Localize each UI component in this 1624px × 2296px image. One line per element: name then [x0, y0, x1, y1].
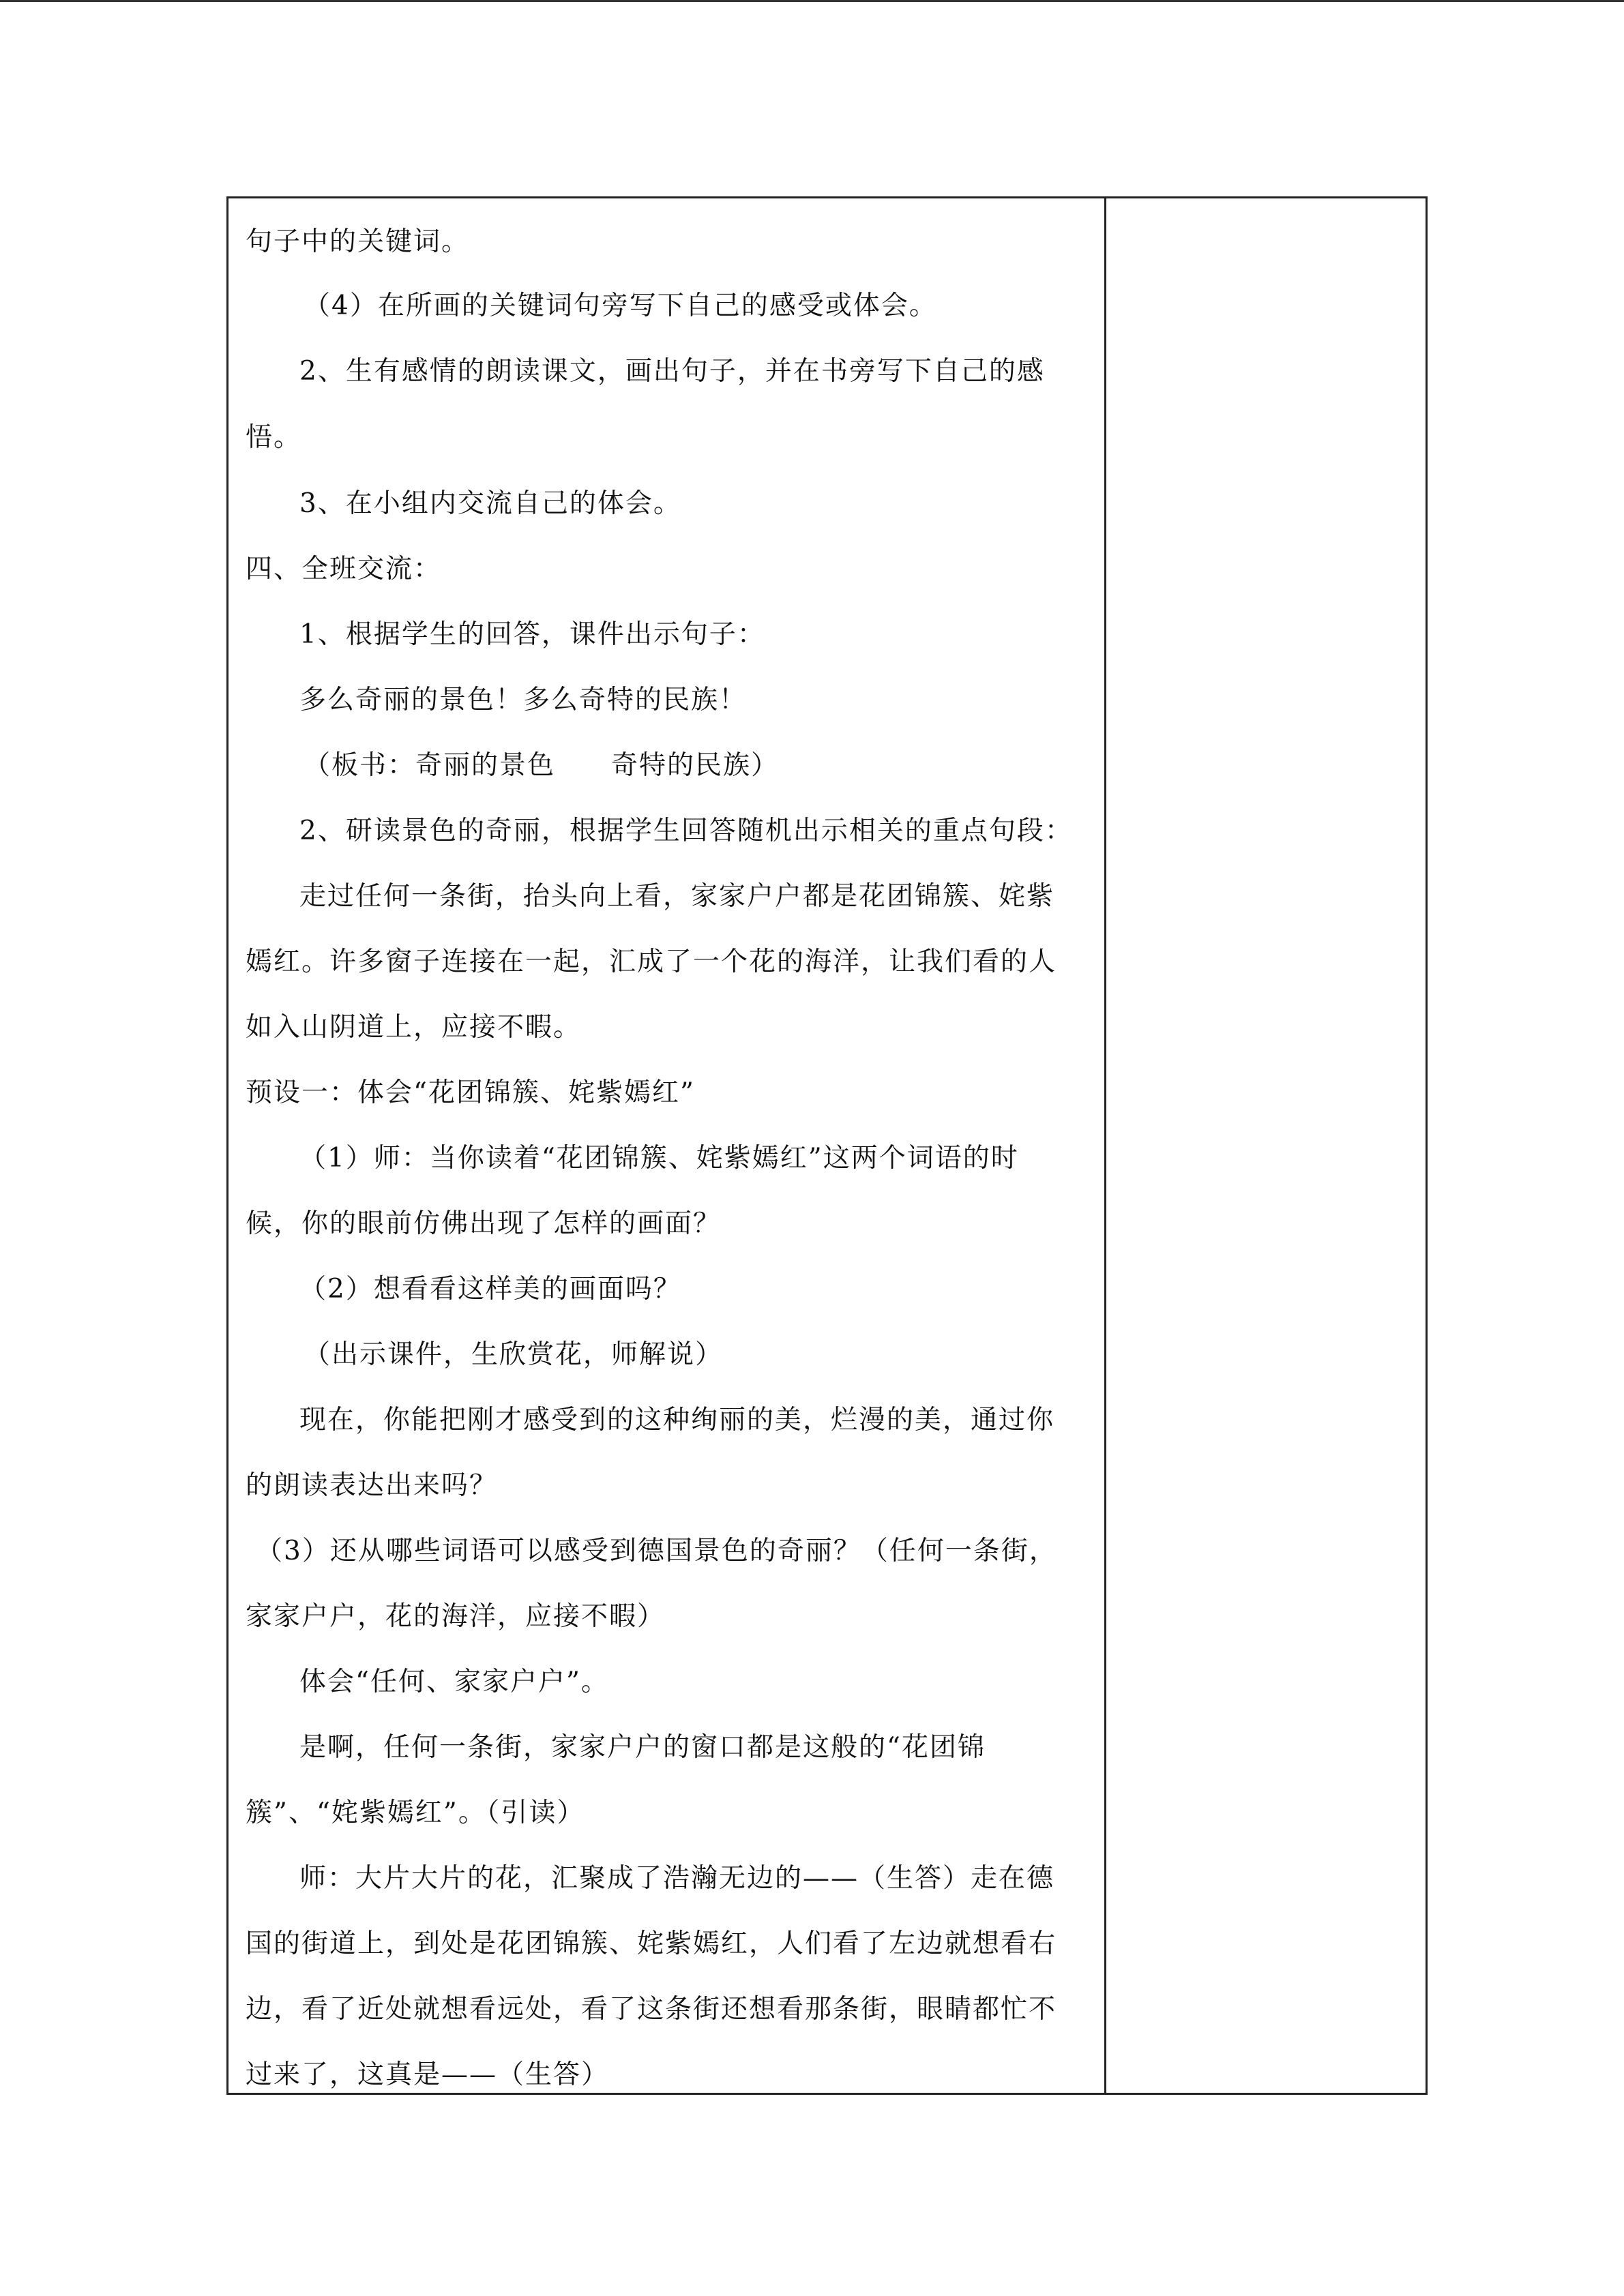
text-line: 国的街道上，到处是花团锦簇、姹紫嫣红，人们看了左边就想看右: [246, 1928, 1057, 1959]
text-line: 是啊，任何一条街，家家户户的窗口都是这般的“花团锦: [299, 1732, 986, 1763]
text-line: 的朗读表达出来吗？: [246, 1470, 498, 1501]
text-line: （2）想看看这样美的画面吗？: [299, 1274, 681, 1304]
text-line: （板书：奇丽的景色 奇特的民族）: [304, 750, 780, 781]
text-line: 预设一：体会“花团锦簇、姹紫嫣红”: [246, 1077, 695, 1108]
text-line: 体会“任何、家家户户”。: [299, 1667, 609, 1697]
page-top-rule: [0, 0, 1624, 2]
text-line: 簇”、“姹紫嫣红”。（引读）: [246, 1798, 585, 1828]
lesson-plan-table: [226, 196, 1428, 2095]
text-line: 2、研读景色的奇丽，根据学生回答随机出示相关的重点句段：: [299, 816, 1073, 846]
text-line: 师：大片大片的花，汇聚成了浩瀚无边的——（生答）走在德: [299, 1863, 1055, 1894]
text-line: （出示课件，生欣赏花，师解说）: [304, 1339, 724, 1370]
text-line: 句子中的关键词。: [246, 226, 470, 257]
text-line: （3）还从哪些词语可以感受到德国景色的奇丽？（任何一条街，: [256, 1536, 1057, 1566]
text-line: 2、生有感情的朗读课文，画出句子，并在书旁写下自己的感: [299, 356, 1045, 387]
text-line: 悟。: [246, 422, 302, 453]
text-line: 家家户户，花的海洋，应接不暇）: [246, 1601, 666, 1632]
text-line: 嫣红。许多窗子连接在一起，汇成了一个花的海洋，让我们看的人: [246, 946, 1057, 977]
text-line: 如入山阴道上，应接不暇。: [246, 1012, 582, 1043]
text-line: 多么奇丽的景色！多么奇特的民族！: [299, 685, 748, 715]
notes-cell: [1106, 198, 1426, 2093]
text-line: 候，你的眼前仿佛出现了怎样的画面？: [246, 1208, 722, 1239]
text-line: （1）师：当你读着“花团锦簇、姹紫嫣红”这两个词语的时: [299, 1143, 1019, 1174]
section-heading: 四、全班交流：: [246, 554, 442, 584]
text-line: 1、根据学生的回答，课件出示句子：: [299, 619, 765, 650]
text-line: 走过任何一条街，抬头向上看，家家户户都是花团锦簇、姹紫: [299, 881, 1055, 912]
text-line: 过来了，这真是——（生答）: [246, 2059, 610, 2090]
text-line: 边，看了近处就想看远处，看了这条街还想看那条街，眼睛都忙不: [246, 1994, 1057, 2025]
text-line: 现在，你能把刚才感受到的这种绚丽的美，烂漫的美，通过你: [299, 1405, 1055, 1435]
text-line: （4）在所画的关键词句旁写下自己的感受或体会。: [304, 290, 937, 321]
lesson-content-cell: [228, 198, 1104, 2093]
text-line: 3、在小组内交流自己的体会。: [299, 488, 681, 519]
